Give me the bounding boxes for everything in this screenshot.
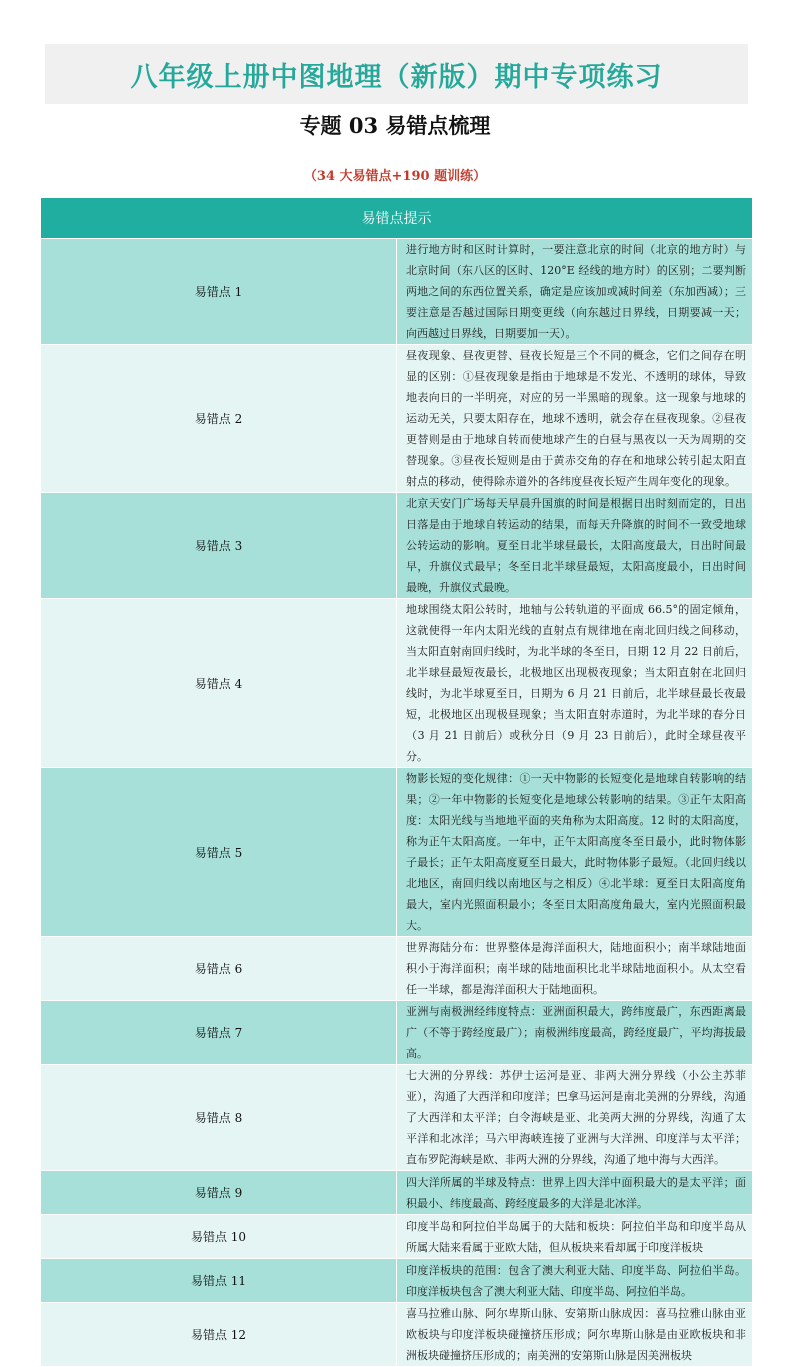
row-text: 北京天安门广场每天早晨升国旗的时间是根据日出时刻而定的，日出日落是由于地球自转运动的结果，而每天升降旗的时间不一致受地球公转运动的影响。夏至日北半球昼最长，太阳高度最大，日出时间最早，升旗仪式最早；冬至日北半球昼最短，太阳高度最小，日出时间最晚，升旗仪式最晚。 xyxy=(397,493,753,599)
row-label: 易错点 5 xyxy=(41,768,397,937)
row-text: 地球围绕太阳公转时，地轴与公转轨道的平面成 66.5°的固定倾角，这就使得一年内太阳光线的直射点有规律地在南北回归线之间移动，当太阳直射南回归线时，为北半球的冬至日，日期 12 月 22 日前后，北半球昼最短夜最长，北极地区出现极夜现象；当太阳直射在北回归线时，为北半球夏至日，日期为 6 月 21 日前后，北半球昼最长夜最短，北极地区出现极昼现象；当太阳直射赤道时，为北半球的春分日（3 月 21 日前后）或秋分日（9 月 23 日前后），此时全球昼夜平分。 xyxy=(397,599,753,768)
table-row xyxy=(41,239,753,345)
row-text: 昼夜现象、昼夜更替、昼夜长短是三个不同的概念，它们之间存在明显的区别：①昼夜现象是指由于地球是不发光、不透明的球体，导致地表向日的一半明亮，对应的另一半黑暗的现象。这一现象与地球的运动无关，只要太阳存在，地球不透明，就会存在昼夜现象。②昼夜更替则是由于地球自转而使地球产生的白昼与黑夜以一天为周期的交替现象。③昼夜长短则是由于黄赤交角的存在和地球公转引起太阳直射点的移动，使得除赤道外的各纬度昼夜长短产生周年变化的现象。 xyxy=(397,345,753,493)
row-label: 易错点 6 xyxy=(41,937,397,1001)
title-banner xyxy=(45,44,748,104)
row-label: 易错点 3 xyxy=(41,493,397,599)
table-row xyxy=(41,599,753,768)
row-label: 易错点 8 xyxy=(41,1065,397,1171)
topic-subtitle: 专题 03 易错点梳理 xyxy=(299,113,491,138)
row-label: 易错点 10 xyxy=(41,1215,397,1259)
row-text: 进行地方时和区时计算时，一要注意北京的时间（北京的地方时）与北京时间（东八区的区时、120°E 经线的地方时）的区别；二要判断两地之间的东西位置关系，确定是应该加或减时间差（东加西减）；三要注意是否越过国际日期变更线（向东越过日界线，日期要减一天；向西越过日界线，日期要加一天）。 xyxy=(397,239,753,345)
table-row xyxy=(41,1171,753,1215)
row-label: 易错点 1 xyxy=(41,239,397,345)
row-text: 印度洋板块的范围：包含了澳大利亚大陆、印度半岛、阿拉伯半岛。印度洋板块包含了澳大利亚大陆、印度半岛、阿拉伯半岛。 xyxy=(397,1259,753,1303)
table-row xyxy=(41,1065,753,1171)
row-text: 七大洲的分界线：苏伊士运河是亚、非两大洲分界线（小公主苏菲亚），沟通了大西洋和印度洋；巴拿马运河是南北美洲的分界线，沟通了大西洋和太平洋；白令海峡是亚、北美两大洲的分界线，沟通了太平洋和北冰洋；马六甲海峡连接了亚洲与大洋洲、印度洋与太平洋；直布罗陀海峡是欧、非两大洲的分界线，沟通了地中海与大西洋。 xyxy=(397,1065,753,1171)
table-row xyxy=(41,1001,753,1065)
row-text: 喜马拉雅山脉、阿尔卑斯山脉、安第斯山脉成因：喜马拉雅山脉由亚欧板块与印度洋板块碰撞挤压形成；阿尔卑斯山脉是由亚欧板块和非洲板块碰撞挤压形成的；南美洲的安第斯山脉是因美洲板块 xyxy=(397,1303,753,1367)
table-row xyxy=(41,937,753,1001)
table-row xyxy=(41,1303,753,1367)
row-text: 四大洋所属的半球及特点：世界上四大洋中面积最大的是太平洋；面积最小、纬度最高、跨经度最多的大洋是北冰洋。 xyxy=(397,1171,753,1215)
row-text: 亚洲与南极洲经纬度特点：亚洲面积最大，跨纬度最广，东西距离最广（不等于跨经度最广）；南极洲纬度最高，跨经度最广，平均海拔最高。 xyxy=(397,1001,753,1065)
row-text: 物影长短的变化规律：①一天中物影的长短变化是地球自转影响的结果；②一年中物影的长短变化是地球公转影响的结果。③正午太阳高度：太阳光线与当地地平面的夹角称为太阳高度。12 时的太阳高度，称为正午太阳高度。一年中，正午太阳高度冬至日最小，此时物体影子最长；正午太阳高度夏至日最大，此时物体影子最短。（北回归线以北地区，南回归线以南地区与之相反）④北半球：夏至日太阳高度角最大，室内光照面积最小；冬至日太阳高度角最大，室内光照面积最大。 xyxy=(397,768,753,937)
row-text: 世界海陆分布：世界整体是海洋面积大，陆地面积小；南半球陆地面积小于海洋面积；南半球的陆地面积比北半球陆地面积小。从太空看任一半球，都是海洋面积大于陆地面积。 xyxy=(397,937,753,1001)
table-row xyxy=(41,493,753,599)
row-label: 易错点 11 xyxy=(41,1259,397,1303)
table-row xyxy=(41,345,753,493)
page-title: 八年级上册中图地理（新版）期中专项练习 xyxy=(130,61,663,93)
row-label: 易错点 4 xyxy=(41,599,397,768)
error-points-table xyxy=(40,197,753,1367)
row-label: 易错点 2 xyxy=(41,345,397,493)
topic-count: （34 大易错点+190 题训练） xyxy=(303,169,487,184)
row-label: 易错点 12 xyxy=(41,1303,397,1367)
table-row xyxy=(41,768,753,937)
row-label: 易错点 9 xyxy=(41,1171,397,1215)
table-row xyxy=(41,1215,753,1259)
table-header: 易错点提示 xyxy=(41,198,753,239)
row-text: 印度半岛和阿拉伯半岛属于的大陆和板块：阿拉伯半岛和印度半岛从所属大陆来看属于亚欧大陆，但从板块来看却属于印度洋板块 xyxy=(397,1215,753,1259)
table-row xyxy=(41,1259,753,1303)
row-label: 易错点 7 xyxy=(41,1001,397,1065)
